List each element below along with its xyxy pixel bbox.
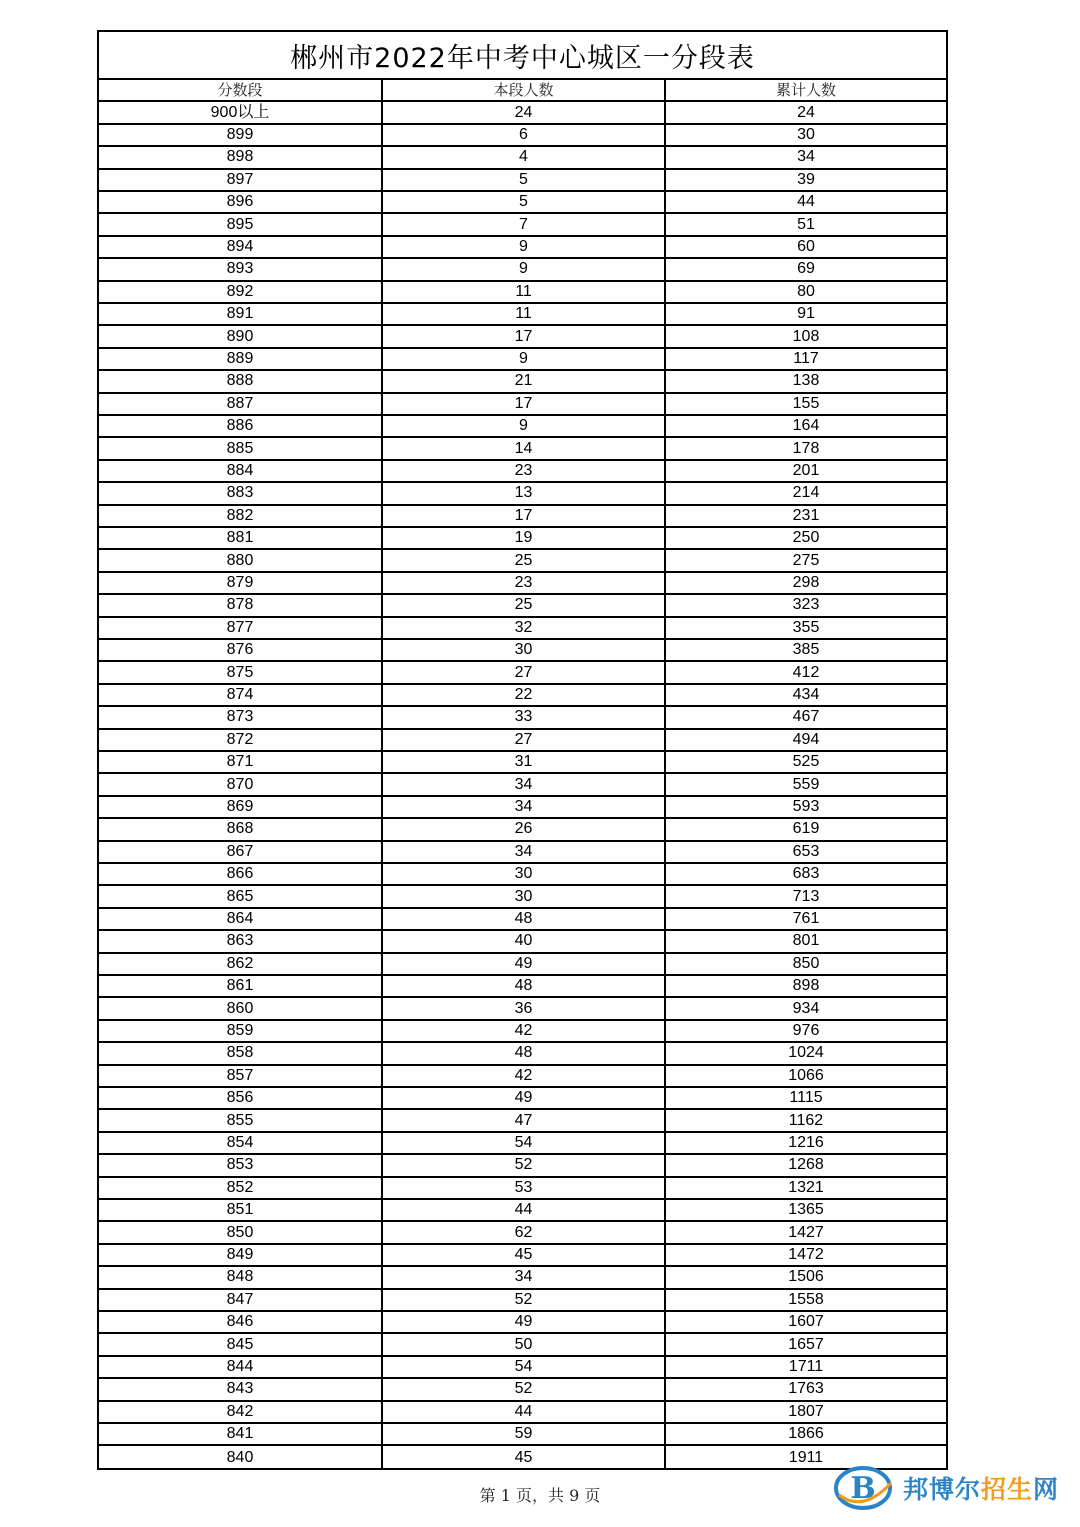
table-cell: 25 [383, 550, 666, 570]
table-cell: 25 [383, 595, 666, 615]
table-cell: 874 [99, 685, 383, 705]
table-row [99, 259, 946, 281]
table-cell: 54 [383, 1357, 666, 1377]
table-row [99, 1043, 946, 1065]
table-cell: 80 [797, 282, 815, 300]
table-cell: 23 [383, 461, 666, 481]
table-cell: 7 [383, 214, 666, 234]
table-cell: 889 [99, 349, 383, 369]
table-cell: 848 [99, 1267, 383, 1287]
table-cell: 1911 [788, 1448, 824, 1466]
table-row [99, 797, 946, 819]
table-cell: 44 [797, 193, 815, 211]
table-cell: 9 [383, 237, 666, 257]
table-cell: 843 [99, 1379, 383, 1399]
watermark-text-accent: 招生 [981, 1475, 1034, 1504]
table-row [99, 1133, 946, 1155]
table-cell: 1506 [788, 1268, 824, 1286]
table-cell: 214 [792, 484, 820, 502]
table-cell: 1607 [788, 1313, 824, 1331]
table-row [99, 864, 946, 886]
page-footer: 第 1 页，共 9 页 [479, 1486, 601, 1505]
table-cell: 900以上 [99, 102, 383, 122]
table-cell: 34 [383, 1267, 666, 1287]
b-circle-logo-icon [833, 1465, 895, 1511]
table-cell: 5 [383, 170, 666, 190]
table-cell: 861 [99, 976, 383, 996]
table-row [99, 998, 946, 1020]
table-row [99, 147, 946, 169]
table-row [99, 774, 946, 796]
table-cell: 899 [99, 125, 383, 145]
table-row [99, 282, 946, 304]
table-cell: 1365 [788, 1201, 824, 1219]
table-cell: 859 [99, 1021, 383, 1041]
table-cell: 892 [99, 282, 383, 302]
table-cell: 19 [383, 528, 666, 548]
svg-text:B: B [850, 1471, 876, 1506]
table-cell: 34 [797, 148, 815, 166]
watermark [833, 1462, 1073, 1514]
table-row [99, 707, 946, 729]
table-cell: 59 [383, 1424, 666, 1444]
table-cell: 45 [383, 1245, 666, 1265]
watermark-text-end: 网 [1033, 1475, 1060, 1504]
table-row [99, 954, 946, 976]
table-cell: 34 [383, 797, 666, 817]
table-cell: 48 [383, 976, 666, 996]
table-cell: 934 [792, 999, 820, 1017]
table-cell: 54 [383, 1133, 666, 1153]
table-cell: 11 [383, 304, 666, 324]
table-cell: 17 [383, 506, 666, 526]
table-cell: 155 [792, 394, 820, 412]
table-cell: 26 [383, 819, 666, 839]
table-cell: 868 [99, 819, 383, 839]
table-cell: 619 [792, 820, 820, 838]
table-row [99, 102, 946, 124]
table-row [99, 237, 946, 259]
table-row [99, 618, 946, 640]
table-cell: 865 [99, 886, 383, 906]
table-cell: 871 [99, 752, 383, 772]
table-cell: 51 [797, 215, 815, 233]
table-row [99, 909, 946, 931]
table-row [99, 1066, 946, 1088]
table-cell: 34 [383, 774, 666, 794]
table-row [99, 640, 946, 662]
table-row [99, 1402, 946, 1424]
table-cell: 21 [383, 371, 666, 391]
table-cell: 1268 [788, 1156, 824, 1174]
table-cell: 60 [797, 237, 815, 255]
table-cell: 877 [99, 618, 383, 638]
table-cell: 880 [99, 550, 383, 570]
table-cell: 27 [383, 662, 666, 682]
table-row [99, 394, 946, 416]
table-row [99, 506, 946, 528]
table-cell: 713 [792, 887, 820, 905]
table-cell: 884 [99, 461, 383, 481]
table-cell: 52 [383, 1290, 666, 1310]
table-cell: 9 [383, 349, 666, 369]
table-cell: 50 [383, 1334, 666, 1354]
table-cell: 894 [99, 237, 383, 257]
table-row [99, 1424, 946, 1446]
table-cell: 91 [797, 305, 815, 323]
table-cell: 52 [383, 1379, 666, 1399]
table-cell: 872 [99, 730, 383, 750]
table-cell: 854 [99, 1133, 383, 1153]
score-table-sheet [97, 30, 948, 1470]
table-row [99, 1110, 946, 1132]
table-cell: 683 [792, 865, 820, 883]
table-cell: 24 [383, 102, 666, 122]
table-cell: 867 [99, 842, 383, 862]
table-cell: 886 [99, 416, 383, 436]
table-cell: 1472 [788, 1245, 824, 1263]
table-cell: 761 [792, 909, 820, 927]
table-row [99, 1245, 946, 1267]
table-cell: 434 [792, 685, 820, 703]
score-table [99, 80, 946, 1468]
table-cell: 13 [383, 483, 666, 503]
table-cell: 891 [99, 304, 383, 324]
table-cell: 845 [99, 1334, 383, 1354]
table-cell: 33 [383, 707, 666, 727]
column-header: 累计人数 [775, 80, 836, 99]
table-cell: 53 [383, 1178, 666, 1198]
table-cell: 1216 [788, 1133, 824, 1151]
table-cell: 850 [99, 1222, 383, 1242]
table-row [99, 304, 946, 326]
table-cell: 1162 [788, 1111, 824, 1129]
table-cell: 853 [99, 1155, 383, 1175]
table-cell: 30 [383, 864, 666, 884]
table-row [99, 1312, 946, 1334]
table-cell: 48 [383, 909, 666, 929]
table-cell: 467 [792, 708, 820, 726]
table-cell: 44 [383, 1402, 666, 1422]
table-cell: 17 [383, 394, 666, 414]
table-cell: 9 [383, 259, 666, 279]
table-row [99, 662, 946, 684]
table-cell: 976 [792, 1021, 820, 1039]
table-row [99, 819, 946, 841]
table-cell: 881 [99, 528, 383, 548]
table-cell: 494 [792, 730, 820, 748]
table-cell: 17 [383, 326, 666, 346]
table-cell: 890 [99, 326, 383, 346]
page-title: 郴州市2022年中考中心城区一分段表 [99, 32, 946, 80]
table-row [99, 886, 946, 908]
table-cell: 860 [99, 998, 383, 1018]
table-cell: 48 [383, 1043, 666, 1063]
table-cell: 1763 [788, 1380, 824, 1398]
table-row [99, 1334, 946, 1356]
table-row [99, 685, 946, 707]
table-row [99, 326, 946, 348]
table-cell: 178 [792, 439, 820, 457]
table-row [99, 1267, 946, 1289]
table-cell: 298 [792, 573, 820, 591]
table-row [99, 214, 946, 236]
table-cell: 1558 [788, 1290, 824, 1308]
table-cell: 883 [99, 483, 383, 503]
table-cell: 888 [99, 371, 383, 391]
table-cell: 47 [383, 1110, 666, 1130]
table-cell: 22 [383, 685, 666, 705]
column-header: 本段人数 [383, 80, 666, 100]
table-cell: 842 [99, 1402, 383, 1422]
table-cell: 44 [383, 1200, 666, 1220]
table-cell: 882 [99, 506, 383, 526]
table-cell: 593 [792, 797, 820, 815]
table-cell: 862 [99, 954, 383, 974]
table-cell: 11 [383, 282, 666, 302]
table-cell: 1066 [788, 1066, 824, 1084]
table-row [99, 1357, 946, 1379]
table-cell: 858 [99, 1043, 383, 1063]
table-cell: 850 [792, 954, 820, 972]
table-cell: 873 [99, 707, 383, 727]
table-cell: 653 [792, 842, 820, 860]
table-row [99, 595, 946, 617]
table-cell: 138 [792, 372, 820, 390]
table-row [99, 438, 946, 460]
table-cell: 40 [383, 931, 666, 951]
table-cell: 4 [383, 147, 666, 167]
table-cell: 876 [99, 640, 383, 660]
table-row [99, 752, 946, 774]
table-cell: 34 [383, 842, 666, 862]
table-row [99, 1088, 946, 1110]
watermark-text [903, 1470, 1059, 1506]
table-cell: 412 [792, 663, 820, 681]
table-row [99, 931, 946, 953]
table-row [99, 528, 946, 550]
table-cell: 323 [792, 596, 820, 614]
table-cell: 846 [99, 1312, 383, 1332]
table-cell: 870 [99, 774, 383, 794]
table-cell: 6 [383, 125, 666, 145]
table-cell: 885 [99, 438, 383, 458]
table-cell: 385 [792, 641, 820, 659]
table-cell: 898 [99, 147, 383, 167]
table-row [99, 349, 946, 371]
table-cell: 849 [99, 1245, 383, 1265]
table-cell: 841 [99, 1424, 383, 1444]
table-cell: 856 [99, 1088, 383, 1108]
table-cell: 1115 [789, 1089, 823, 1107]
table-cell: 36 [383, 998, 666, 1018]
table-row [99, 461, 946, 483]
table-cell: 878 [99, 595, 383, 615]
table-cell: 45 [383, 1446, 666, 1468]
table-row [99, 192, 946, 214]
table-cell: 866 [99, 864, 383, 884]
table-cell: 863 [99, 931, 383, 951]
table-row [99, 371, 946, 393]
table-cell: 1807 [788, 1402, 824, 1420]
table-cell: 893 [99, 259, 383, 279]
table-cell: 559 [792, 775, 820, 793]
table-cell: 5 [383, 192, 666, 212]
table-row [99, 125, 946, 147]
table-cell: 49 [383, 1088, 666, 1108]
table-cell: 52 [383, 1155, 666, 1175]
table-cell: 24 [797, 103, 815, 121]
table-cell: 9 [383, 416, 666, 436]
table-cell: 864 [99, 909, 383, 929]
column-header: 分数段 [99, 80, 383, 100]
table-cell: 801 [792, 932, 820, 950]
table-row [99, 1178, 946, 1200]
table-cell: 1711 [788, 1357, 824, 1375]
table-row [99, 550, 946, 572]
table-row [99, 1379, 946, 1401]
table-cell: 844 [99, 1357, 383, 1377]
watermark-text-main: 邦博尔 [903, 1475, 982, 1504]
table-cell: 39 [797, 170, 815, 188]
table-cell: 897 [99, 170, 383, 190]
table-cell: 30 [797, 125, 815, 143]
table-row [99, 1446, 946, 1468]
table-cell: 887 [99, 394, 383, 414]
table-cell: 879 [99, 573, 383, 593]
table-cell: 1321 [788, 1178, 824, 1196]
table-cell: 857 [99, 1066, 383, 1086]
table-cell: 851 [99, 1200, 383, 1220]
table-cell: 27 [383, 730, 666, 750]
table-cell: 14 [383, 438, 666, 458]
table-cell: 62 [383, 1222, 666, 1242]
table-header-row [99, 80, 946, 102]
table-cell: 108 [792, 327, 820, 345]
table-row [99, 416, 946, 438]
table-cell: 895 [99, 214, 383, 234]
table-cell: 30 [383, 886, 666, 906]
table-cell: 525 [792, 753, 820, 771]
table-cell: 231 [792, 506, 820, 524]
table-cell: 852 [99, 1178, 383, 1198]
table-cell: 898 [792, 977, 820, 995]
table-row [99, 573, 946, 595]
table-row [99, 170, 946, 192]
table-cell: 30 [383, 640, 666, 660]
table-row [99, 1290, 946, 1312]
table-cell: 49 [383, 1312, 666, 1332]
table-row [99, 976, 946, 998]
table-cell: 275 [792, 551, 820, 569]
table-cell: 1024 [788, 1044, 824, 1062]
table-cell: 250 [792, 529, 820, 547]
table-row [99, 1200, 946, 1222]
table-row [99, 483, 946, 505]
table-row [99, 1222, 946, 1244]
table-cell: 875 [99, 662, 383, 682]
table-cell: 1866 [788, 1425, 824, 1443]
table-cell: 355 [792, 618, 820, 636]
table-cell: 117 [793, 349, 819, 367]
table-cell: 42 [383, 1021, 666, 1041]
table-cell: 1657 [788, 1335, 824, 1353]
table-cell: 31 [383, 752, 666, 772]
table-cell: 855 [99, 1110, 383, 1130]
table-cell: 847 [99, 1290, 383, 1310]
table-cell: 869 [99, 797, 383, 817]
table-cell: 49 [383, 954, 666, 974]
table-cell: 1427 [788, 1223, 824, 1241]
table-cell: 896 [99, 192, 383, 212]
table-row [99, 842, 946, 864]
table-cell: 201 [792, 461, 820, 479]
table-row [99, 730, 946, 752]
table-cell: 42 [383, 1066, 666, 1086]
table-cell: 23 [383, 573, 666, 593]
table-cell: 840 [99, 1446, 383, 1468]
table-cell: 69 [797, 260, 815, 278]
table-cell: 32 [383, 618, 666, 638]
table-cell: 164 [792, 417, 820, 435]
table-row [99, 1155, 946, 1177]
table-row [99, 1021, 946, 1043]
